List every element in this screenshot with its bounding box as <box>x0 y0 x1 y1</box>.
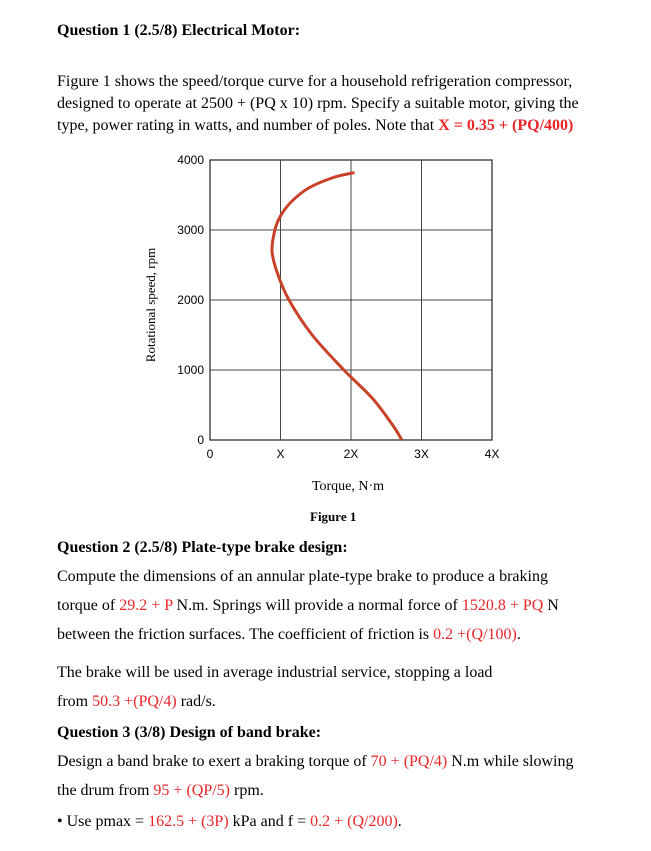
speed-torque-chart <box>130 150 530 495</box>
q2-line-2 <box>57 597 559 615</box>
q3-l2-c: rpm. <box>230 782 264 799</box>
q2-torque-value: 29.2 + P <box>119 597 173 614</box>
y-tick-label: 2000 <box>177 293 204 307</box>
speed-torque-curve <box>272 173 402 440</box>
q3-l3-c: kPa and f = <box>228 813 311 830</box>
q3-drum-speed-value: 95 + (QP/5) <box>153 782 230 799</box>
q3-l3-e: . <box>397 813 402 830</box>
x-tick-label: 2X <box>343 447 359 461</box>
x-tick-label: X <box>276 447 285 461</box>
q2-speed-value: 50.3 +(PQ/4) <box>92 693 177 710</box>
y-tick-label: 0 <box>197 433 204 447</box>
q3-line-1 <box>57 753 573 771</box>
bullet-icon: • <box>57 813 63 830</box>
q2-normal-force-value: 1520.8 + PQ <box>461 597 544 614</box>
x-tick-label: 0 <box>206 447 214 461</box>
y-tick-label: 3000 <box>177 223 204 237</box>
q2-l3-c: . <box>516 626 521 643</box>
figure-caption: Figure 1 <box>310 509 357 524</box>
q1-line-2: designed to operate at 2500 + (PQ x 10) rpm. Specify a suitable motor, giving the <box>57 95 579 112</box>
q1-title: Question 1 (2.5/8) Electrical Motor: <box>57 22 301 39</box>
q3-f-value: 0.2 + (Q/200) <box>310 813 398 830</box>
y-axis-label: Rotational speed, rpm <box>143 247 158 363</box>
q2-title: Question 2 (2.5/8) Plate-type brake design: <box>57 539 348 556</box>
chart-tick-labels <box>177 153 499 461</box>
q1-x-formula: X = 0.35 + (PQ/400) <box>438 117 574 134</box>
q3-line-2 <box>57 782 264 800</box>
q2-l5-c: rad/s. <box>176 693 216 710</box>
q3-l3-a: Use pmax = <box>66 813 149 830</box>
x-tick-label: 4X <box>484 447 500 461</box>
q2-line-3 <box>57 626 521 644</box>
y-tick-label: 1000 <box>177 363 204 377</box>
chart-grid <box>210 160 492 440</box>
q3-title: Question 3 (3/8) Design of band brake: <box>57 724 322 741</box>
q2-line-5 <box>57 693 216 711</box>
q2-l3-a: between the friction surfaces. The coefficient of friction is <box>57 626 434 643</box>
q2-l5-a: from <box>57 693 93 710</box>
q3-l2-a: the drum from <box>57 782 154 799</box>
q3-torque-value: 70 + (PQ/4) <box>370 753 448 770</box>
q2-l2-a: torque of <box>57 597 120 614</box>
q1-line-3-text: type, power rating in watts, and number of poles. Note that <box>57 117 439 134</box>
q2-l2-c: N.m. Springs will provide a normal force of <box>172 597 462 614</box>
q2-line-4: The brake will be used in average industrial service, stopping a load <box>57 664 493 681</box>
q3-l1-c: N.m while slowing <box>447 753 574 770</box>
q3-line-3 <box>57 813 402 831</box>
q1-line-3 <box>57 117 573 135</box>
q1-line-1: Figure 1 shows the speed/torque curve for a household refrigeration compressor, <box>57 73 573 90</box>
q2-friction-value: 0.2 +(Q/100) <box>433 626 517 643</box>
q3-pmax-value: 162.5 + (3P) <box>148 813 229 830</box>
q3-l1-a: Design a band brake to exert a braking torque of <box>57 753 371 770</box>
x-tick-label: 3X <box>414 447 429 461</box>
q2-line-1: Compute the dimensions of an annular plate-type brake to produce a braking <box>57 568 548 585</box>
q2-l2-e: N <box>543 597 559 614</box>
x-axis-label: Torque, N·m <box>311 479 385 494</box>
y-tick-label: 4000 <box>177 153 204 167</box>
